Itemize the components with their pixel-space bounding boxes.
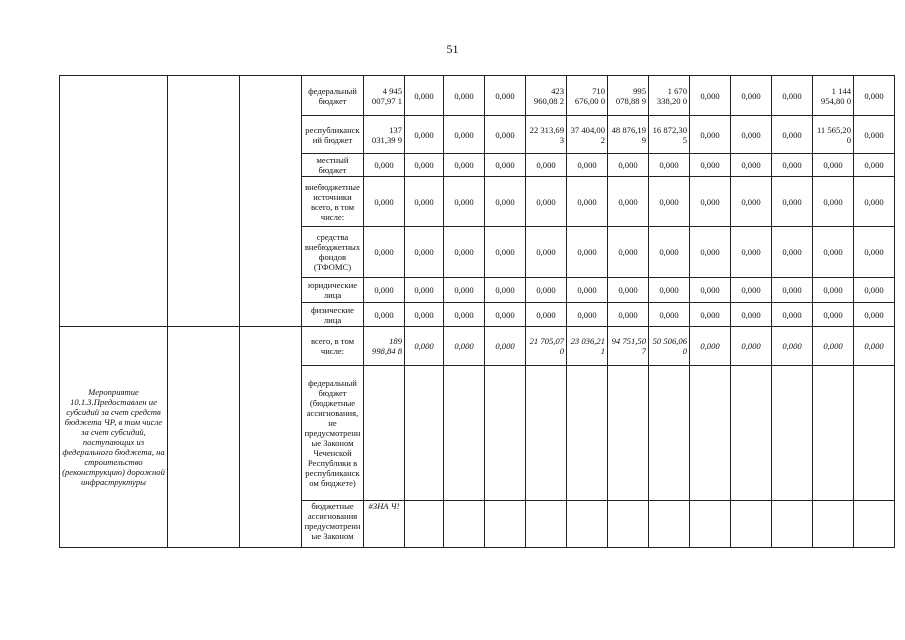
value-cell: 423 960,08 2 [526, 76, 567, 116]
value-cell: 0,000 [772, 278, 813, 303]
value-cell: 0,000 [526, 278, 567, 303]
empty-cell [567, 366, 608, 501]
source-label: всего, в том числе: [302, 327, 364, 366]
value-cell: 1 670 338,20 0 [649, 76, 690, 116]
empty-cell [60, 76, 168, 327]
empty-cell [813, 501, 854, 548]
value-cell: 0,000 [854, 154, 895, 177]
value-cell: 16 872,30 5 [649, 116, 690, 154]
empty-cell [813, 366, 854, 501]
value-cell: 0,000 [444, 116, 485, 154]
value-cell: 0,000 [649, 303, 690, 327]
empty-cell [854, 366, 895, 501]
value-cell: 0,000 [772, 116, 813, 154]
value-cell: 0,000 [731, 227, 772, 278]
value-cell: 0,000 [444, 76, 485, 116]
value-cell: 0,000 [690, 303, 731, 327]
value-cell: 0,000 [485, 116, 526, 154]
value-cell: 0,000 [485, 303, 526, 327]
value-cell: 0,000 [485, 154, 526, 177]
empty-cell [731, 501, 772, 548]
value-cell: 0,000 [526, 154, 567, 177]
value-cell: 0,000 [813, 278, 854, 303]
value-cell: 0,000 [854, 76, 895, 116]
value-cell: 0,000 [405, 154, 444, 177]
value-cell: 0,000 [772, 327, 813, 366]
value-cell: 0,000 [567, 278, 608, 303]
value-cell: 0,000 [364, 303, 405, 327]
empty-cell [168, 76, 240, 327]
value-cell: 0,000 [813, 177, 854, 227]
value-cell: 710 676,00 0 [567, 76, 608, 116]
value-cell: 0,000 [649, 227, 690, 278]
empty-cell [731, 366, 772, 501]
value-cell: 0,000 [608, 278, 649, 303]
table-body-top [60, 76, 895, 327]
value-cell: 37 404,00 2 [567, 116, 608, 154]
value-cell: 0,000 [567, 227, 608, 278]
value-cell: 0,000 [690, 76, 731, 116]
value-cell: 0,000 [405, 227, 444, 278]
empty-cell [405, 501, 444, 548]
source-label: федеральный бюджет [302, 76, 364, 116]
value-cell: 0,000 [485, 278, 526, 303]
empty-cell [485, 501, 526, 548]
value-cell: 0,000 [364, 227, 405, 278]
table-row-vsego [60, 327, 895, 366]
empty-cell [168, 327, 240, 548]
value-cell: 0,000 [649, 278, 690, 303]
value-cell: 0,000 [485, 227, 526, 278]
value-cell: 0,000 [731, 303, 772, 327]
value-cell: 0,000 [813, 327, 854, 366]
empty-cell [240, 76, 302, 327]
value-cell: 23 036,21 1 [567, 327, 608, 366]
empty-cell [608, 366, 649, 501]
value-cell: 0,000 [731, 327, 772, 366]
value-cell: 0,000 [608, 303, 649, 327]
value-cell: 0,000 [567, 177, 608, 227]
value-cell: 0,000 [405, 327, 444, 366]
value-cell: 0,000 [854, 327, 895, 366]
value-cell: 0,000 [813, 227, 854, 278]
value-cell: 0,000 [731, 177, 772, 227]
value-cell: 1 144 954,80 0 [813, 76, 854, 116]
value-cell: 0,000 [608, 177, 649, 227]
value-cell: 0,000 [567, 303, 608, 327]
value-cell: 0,000 [364, 177, 405, 227]
value-cell: 0,000 [444, 177, 485, 227]
value-cell: 0,000 [731, 154, 772, 177]
value-cell: 0,000 [854, 278, 895, 303]
value-cell: 0,000 [690, 116, 731, 154]
empty-cell [772, 366, 813, 501]
value-cell: 137 031,39 9 [364, 116, 405, 154]
empty-cell [608, 501, 649, 548]
error-cell: #ЗНА Ч! [364, 501, 405, 548]
value-cell: 0,000 [772, 177, 813, 227]
value-cell: 0,000 [690, 177, 731, 227]
empty-cell [444, 366, 485, 501]
value-cell: 0,000 [405, 116, 444, 154]
source-label: республиканск ий бюджет [302, 116, 364, 154]
value-cell: 48 876,19 9 [608, 116, 649, 154]
value-cell: 0,000 [567, 154, 608, 177]
empty-cell [240, 327, 302, 548]
value-cell: 0,000 [608, 227, 649, 278]
value-cell: 0,000 [364, 278, 405, 303]
value-cell: 0,000 [526, 177, 567, 227]
empty-cell [526, 366, 567, 501]
value-cell: 0,000 [690, 327, 731, 366]
value-cell: 0,000 [444, 303, 485, 327]
empty-cell [649, 366, 690, 501]
table-body-measure [60, 327, 895, 548]
empty-cell [364, 366, 405, 501]
value-cell: 0,000 [405, 303, 444, 327]
empty-cell [690, 501, 731, 548]
source-label: средства внебюджетных фондов (ТФОМС) [302, 227, 364, 278]
value-cell: 0,000 [690, 227, 731, 278]
value-cell: 0,000 [405, 278, 444, 303]
value-cell: 995 078,88 9 [608, 76, 649, 116]
empty-cell [772, 501, 813, 548]
source-label: федеральный бюджет (бюджетные ассигнования, не предусмотренн ые Законом Чеченской Республики в республиканск ом бюджете) [302, 366, 364, 501]
source-label: внебюджетные источники всего, в том числе: [302, 177, 364, 227]
value-cell: 0,000 [854, 177, 895, 227]
empty-cell [690, 366, 731, 501]
value-cell: 0,000 [731, 116, 772, 154]
source-label: местный бюджет [302, 154, 364, 177]
source-label: юридические лица [302, 278, 364, 303]
value-cell: 0,000 [772, 154, 813, 177]
value-cell: 0,000 [526, 227, 567, 278]
value-cell: 0,000 [405, 177, 444, 227]
empty-cell [526, 501, 567, 548]
value-cell: 0,000 [444, 227, 485, 278]
value-cell: 0,000 [444, 154, 485, 177]
value-cell: 0,000 [649, 154, 690, 177]
empty-cell [444, 501, 485, 548]
value-cell: 4 945 007,97 1 [364, 76, 405, 116]
value-cell: 0,000 [405, 76, 444, 116]
empty-cell [405, 366, 444, 501]
value-cell: 0,000 [731, 278, 772, 303]
value-cell: 22 313,69 3 [526, 116, 567, 154]
empty-cell [567, 501, 608, 548]
value-cell: 0,000 [485, 327, 526, 366]
value-cell: 0,000 [649, 177, 690, 227]
budget-table [59, 75, 895, 548]
measure-label: Мероприятие 10.1.3.Предоставлен ие субсидий за счет средств бюджета ЧР, в том числе за счет субсидий, поступающих из федерального бюджета, на строительство (реконструкцию) дорожной инфраструктуры [60, 327, 168, 548]
value-cell: 94 751,50 7 [608, 327, 649, 366]
value-cell: 0,000 [772, 76, 813, 116]
value-cell: 21 705,07 0 [526, 327, 567, 366]
value-cell: 0,000 [772, 303, 813, 327]
value-cell: 0,000 [608, 154, 649, 177]
source-label: бюджетные ассигнования предусмотренн ые Законом [302, 501, 364, 548]
value-cell: 0,000 [364, 154, 405, 177]
empty-cell [854, 501, 895, 548]
value-cell: 0,000 [690, 278, 731, 303]
value-cell: 0,000 [854, 116, 895, 154]
empty-cell [485, 366, 526, 501]
value-cell: 50 506,06 0 [649, 327, 690, 366]
source-label: физические лица [302, 303, 364, 327]
page-number: 51 [446, 42, 459, 56]
value-cell: 0,000 [772, 227, 813, 278]
value-cell: 189 998,84 8 [364, 327, 405, 366]
table-row [60, 76, 895, 116]
value-cell: 0,000 [485, 177, 526, 227]
empty-cell [649, 501, 690, 548]
value-cell: 0,000 [526, 303, 567, 327]
value-cell: 0,000 [485, 76, 526, 116]
value-cell: 0,000 [854, 303, 895, 327]
value-cell: 0,000 [813, 303, 854, 327]
value-cell: 0,000 [690, 154, 731, 177]
value-cell: 11 565,20 0 [813, 116, 854, 154]
value-cell: 0,000 [854, 227, 895, 278]
value-cell: 0,000 [444, 278, 485, 303]
value-cell: 0,000 [813, 154, 854, 177]
value-cell: 0,000 [444, 327, 485, 366]
value-cell: 0,000 [731, 76, 772, 116]
